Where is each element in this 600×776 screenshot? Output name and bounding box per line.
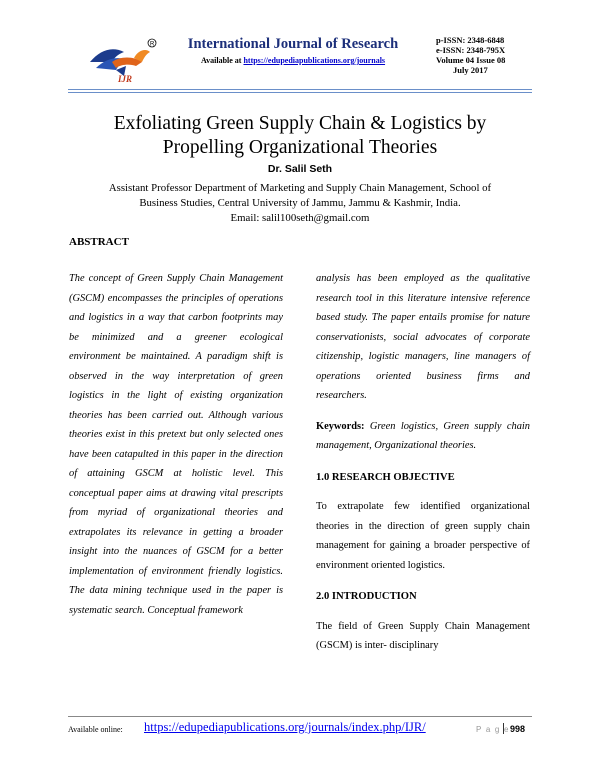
content-column-right — [316, 269, 530, 656]
footer-rule — [68, 716, 532, 717]
author-affiliation: Assistant Professor Department of Marketing and Supply Chain Management, School of Business Studies, Central University of Jammu, Jammu & Kashmir, India. Email: salil100seth@gmail.com — [64, 181, 536, 226]
section-text-introduction: The field of Green Supply Chain Management (GSCM) is inter- disciplinary — [316, 620, 530, 651]
journal-block — [178, 36, 408, 65]
footer-url-link[interactable]: https://edupediapublications.org/journals/index.php/IJR/ — [144, 720, 426, 734]
e-issn: e-ISSN: 2348-795X — [436, 45, 506, 55]
svg-text:R: R — [150, 41, 155, 48]
issn-block — [436, 35, 505, 75]
p-issn: p-ISSN: 2348-6848 — [436, 35, 505, 45]
page-divider — [503, 723, 504, 734]
section-heading-introduction: 2.0 INTRODUCTION — [316, 591, 417, 602]
abstract-text-right: analysis has been employed as the qualitative research tool in this literature intensive reference based study. The paper entails promise for nature conservationists, social advocates of corporate citizenship, logistic managers, line managers of operations oriented business firms and researchers. — [316, 273, 530, 401]
keywords-label: Keywords: — [316, 420, 365, 432]
section-heading-research-objective: 1.0 RESEARCH OBJECTIVE — [316, 471, 455, 483]
page-footer — [66, 710, 534, 740]
keywords — [316, 417, 530, 456]
journal-url-link[interactable]: https://edupediapublications.org/journals — [243, 56, 386, 65]
footer-label: Available online: — [68, 725, 123, 734]
header-rule-bottom — [68, 92, 532, 93]
page-header — [0, 30, 600, 88]
section-text-research-objective: To extrapolate few identified organizational theories in the direction of green supply chain management for gaining a broader perspective of environment oriented logistics. — [316, 501, 530, 571]
author-email: Email: salil100seth@gmail.com — [230, 212, 370, 224]
abstract-text-left: The concept of Green Supply Chain Management (GSCM) encompasses the principles of operations and logistics in a way that carbon footprints may be minimized and a greener ecological environment be maintained. A paradigm shift is observed in the way interpretation of green logistics in the light of existing organization theories has been carried out. Although various theories exist in this pretext but only selected ones have been catapulted in this paper in the direction of attaining GSCM at holistic level. This conceptual paper aims at drawing vital prescripts from myriad of organizational theories and extrapolates its relevance in getting a broader insight into the nuances of GSCM for a better implementation of environment friendly logistics. The data mining technique used in the paper is systematic search. Conceptual framework — [69, 273, 283, 616]
svg-text:IJR: IJR — [118, 74, 133, 84]
journal-logo-icon — [86, 38, 160, 84]
abstract-heading: ABSTRACT — [69, 236, 129, 248]
keywords-text: Green logistics, Green supply chain management, Organizational theories. — [316, 420, 530, 451]
journal-title: International Journal of Research — [187, 36, 399, 52]
abstract-column-left — [69, 269, 283, 620]
issue-date: July 2017 — [453, 65, 488, 75]
volume-issue: Volume 04 Issue 08 — [436, 55, 506, 65]
page-number: 998 — [510, 724, 526, 734]
paper-title: Exfoliating Green Supply Chain & Logistics by Propelling Organizational Theories — [113, 113, 487, 158]
author-name: Dr. Salil Seth — [267, 163, 333, 175]
page-label: P a g e — [476, 725, 510, 734]
header-rule-top — [68, 89, 532, 90]
journal-availability: Available at https://edupediapublications.org/journals — [200, 56, 386, 65]
